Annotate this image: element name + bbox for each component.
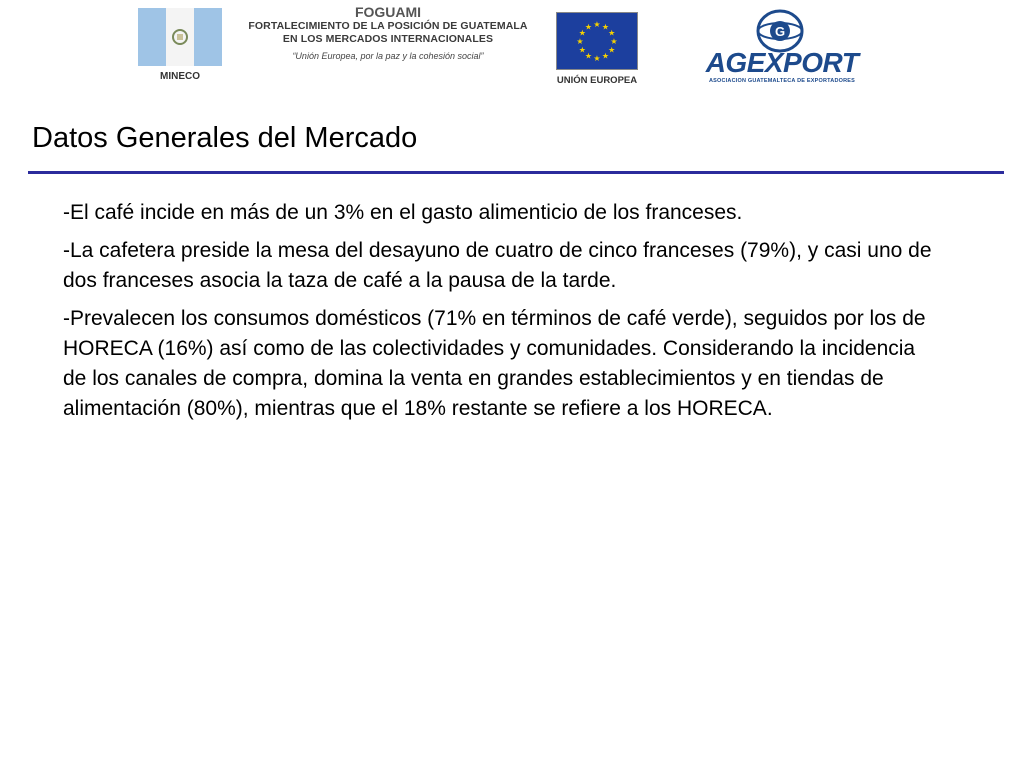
- eu-star-icon: ★: [608, 28, 616, 38]
- eu-star-icon: ★: [578, 45, 586, 55]
- eu-flag-icon: [556, 12, 638, 70]
- eu-label: UNIÓN EUROPEA: [556, 75, 638, 86]
- mineco-logo: [136, 8, 224, 88]
- agexport-logo: [676, 4, 888, 88]
- paragraph-coffee-spending: -El café incide en más de un 3% en el gasto alimenticio de los franceses.: [63, 201, 743, 224]
- eu-star-icon: ★: [584, 51, 593, 61]
- svg-text:G: G: [774, 24, 786, 39]
- eu-star-icon: ★: [576, 37, 584, 46]
- eu-star-icon: ★: [584, 22, 593, 32]
- foguami-line-2: EN LOS MERCADOS INTERNACIONALES: [282, 33, 494, 45]
- slide-body: [63, 198, 943, 432]
- eu-star-icon: ★: [608, 45, 616, 55]
- guatemala-flag-icon: [138, 8, 222, 66]
- coat-of-arms-icon: [170, 27, 190, 47]
- eu-star-icon: ★: [578, 28, 586, 38]
- foguami-line-1: FORTALECIMIENTO DE LA POSICIÓN DE GUATEMALA: [248, 20, 528, 32]
- paragraph-consumption-channels: -Prevalecen los consumos domésticos (71% en términos de café verde), seguidos por los de HORECA (16%) así como de las colectividades y comunidades. Considerando la incidencia de los canales de compra, domina la venta en grandes establecimientos y en tiendas de alimentación (80%), mientras que el 18% restante se refiere a los HORECA.: [63, 307, 926, 420]
- eu-stars-icon: [557, 13, 637, 69]
- agexport-tagline: ASOCIACION GUATEMALTECA DE EXPORTADORES: [708, 78, 856, 84]
- eu-star-icon: ★: [601, 51, 610, 61]
- eu-logo: [554, 10, 640, 90]
- paragraph-breakfast: -La cafetera preside la mesa del desayuno de cuatro de cinco franceses (79%), y casi uno de dos franceses asocia la taza de café a la pausa de la tarde.: [63, 239, 932, 292]
- title-divider: [28, 171, 1004, 174]
- eu-star-icon: ★: [610, 37, 618, 46]
- foguami-logo: [228, 4, 548, 61]
- eu-star-icon: ★: [593, 20, 601, 29]
- agexport-name: AGEXPORT: [705, 47, 859, 78]
- foguami-slogan: “Unión Europea, por la paz y la cohesión social”: [292, 51, 484, 61]
- foguami-title: FOGUAMI: [354, 4, 422, 20]
- mineco-label: MINECO: [160, 71, 200, 82]
- slide-title: Datos Generales del Mercado: [32, 122, 418, 154]
- eu-star-icon: ★: [601, 22, 610, 32]
- eu-star-icon: ★: [593, 54, 601, 63]
- header-banner: [136, 2, 888, 90]
